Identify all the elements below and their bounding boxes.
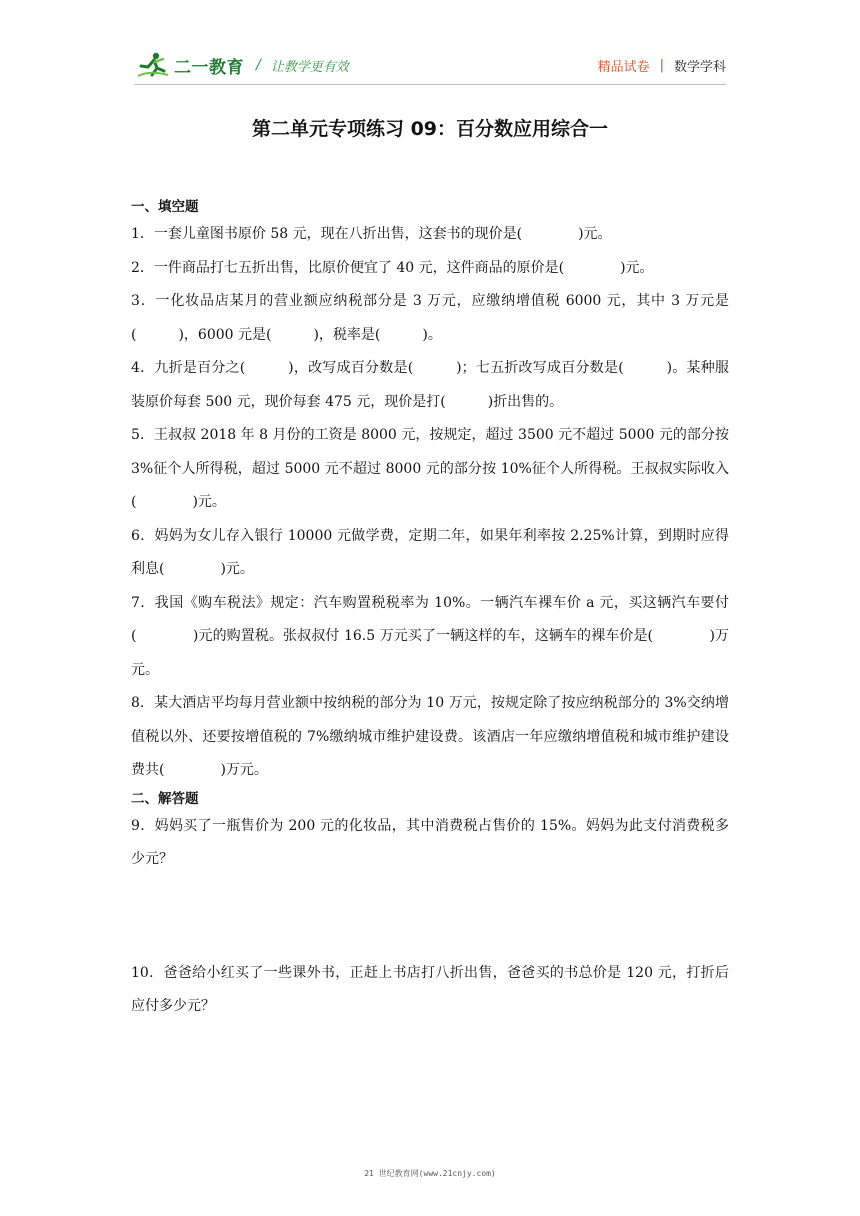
logo — [136, 50, 349, 80]
question-2: 2．一件商品打七五折出售，比原价便宜了 40 元，这件商品的原价是( )元。 — [131, 259, 654, 276]
page-header — [0, 0, 860, 90]
header-divider-line — [134, 84, 726, 85]
slogan: 让教学更有效 — [270, 59, 349, 75]
question-7: 7．我国《购车税法》规定：汽车购置税税率为 10%。一辆汽车裸车价 a 元，买这辆汽车要付( )元的购置税。张叔叔付 16.5 万元买了一辆这样的车，这辆车的裸车价是( )万元。 — [131, 594, 729, 678]
logo-text: 二一教育 — [174, 57, 244, 78]
question-4: 4．九折是百分之( )，改写成百分数是( )；七五折改写成百分数是( )。某种服装原价每套 500 元，现价每套 475 元，现价是打( )折出售的。 — [131, 360, 729, 410]
section-heading-fill: 一、填空题 — [131, 199, 199, 215]
question-6: 6．妈妈为女儿存入银行 10000 元做学费，定期二年，如果年利率按 2.25%计算，到期时应得利息( )元。 — [131, 527, 729, 577]
answer-space — [131, 877, 729, 957]
question-10: 10．爸爸给小红买了一些课外书，正赶上书店打八折出售，爸爸买的书总价是 120 元，打折后应付多少元？ — [131, 964, 729, 1014]
question-9: 9．妈妈买了一瓶售价为 200 元的化妆品，其中消费税占售价的 15%。妈妈为此支付消费税多少元？ — [131, 817, 729, 867]
page-title: 第二单元专项练习 09：百分数应用综合一 — [251, 118, 609, 140]
worksheet-body — [131, 196, 729, 1024]
slogan-divider: / — [256, 57, 261, 73]
tag-divider: | — [659, 58, 664, 73]
header-tags — [598, 56, 726, 75]
question-3: 3．一化妆品店某月的营业额应纳税部分是 3 万元，应缴纳增值税 6000 元，其中 3 万元是( )，6000 元是( )，税率是( )。 — [131, 293, 729, 343]
question-1: 1．一套儿童图书原价 58 元，现在八折出售，这套书的现价是( )元。 — [131, 226, 612, 242]
section-heading-answer: 二、解答题 — [131, 790, 199, 807]
runner-logo-icon — [136, 51, 170, 79]
question-8: 8．某大酒店平均每月营业额中按纳税的部分为 10 万元，按规定除了按应纳税部分的 3%交纳增值税以外、还要按增值税的 7%缴纳城市维护建设费。该酒店一年应缴纳增值税和城市维护建设费共( )万元。 — [131, 695, 729, 778]
subject-tag: 数学学科 — [673, 60, 726, 75]
page-footer: 21 世纪教育网(www.21cnjy.com) — [364, 1169, 496, 1178]
question-5: 5．王叔叔 2018 年 8 月份的工资是 8000 元，按规定，超过 3500 元不超过 5000 元的部分按 3%征个人所得税，超过 5000 元不超过 8000 元的部分按 10%征个人所得税。王叔叔实际收入( )元。 — [131, 427, 729, 510]
premium-paper-tag: 精品试卷 — [597, 60, 650, 75]
